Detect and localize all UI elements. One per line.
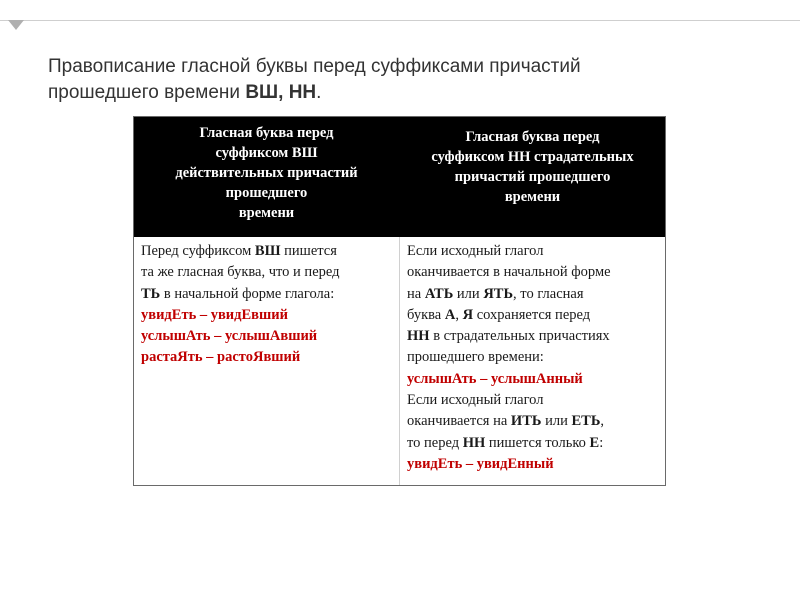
rule-line: оканчивается на ИТЬ или ЕТЬ, bbox=[407, 413, 605, 430]
example-line: увидЕть – увидЕнный bbox=[407, 455, 554, 472]
rule-line: ТЬ в начальной форме глагола: bbox=[141, 285, 335, 302]
rule-line: Если исходный глагол bbox=[407, 392, 544, 409]
rule-line: на АТЬ или ЯТЬ, то гласная bbox=[407, 285, 584, 302]
column-divider bbox=[399, 237, 400, 485]
example-line: услышАть – услышАнный bbox=[407, 370, 583, 387]
rule-line: Если исходный глагол bbox=[407, 243, 544, 259]
title-suffixes: ВШ, НН bbox=[245, 82, 317, 103]
rule-line: НН в страдательных причастиях bbox=[407, 328, 610, 345]
header-line: действительных причастий bbox=[175, 165, 358, 181]
top-decorative-line bbox=[0, 20, 800, 21]
rule-line: буква А, Я сохраняется перед bbox=[407, 306, 591, 323]
corner-decoration bbox=[8, 20, 24, 30]
header-line: суффиксом ВШ bbox=[215, 145, 318, 161]
header-line: суффиксом НН страдательных bbox=[431, 149, 634, 165]
page-title bbox=[48, 54, 688, 106]
title-text: Правописание гласной буквы перед суффиксами причастий прошедшего времени bbox=[48, 56, 581, 103]
header-line: Гласная буква перед bbox=[199, 125, 334, 141]
rule-line: Перед суффиксом ВШ пишется bbox=[141, 243, 337, 259]
rule-line: то перед НН пишется только Е: bbox=[407, 434, 604, 451]
header-line: времени bbox=[504, 189, 561, 205]
header-line: времени bbox=[238, 205, 295, 221]
header-cell-nn bbox=[400, 117, 665, 237]
title-period: . bbox=[316, 82, 322, 103]
rule-line: оканчивается в начальной форме bbox=[407, 264, 611, 281]
header-line: прошедшего bbox=[225, 185, 308, 201]
header-line: причастий прошедшего bbox=[454, 169, 611, 185]
example-line: увидЕть – увидЕвший bbox=[141, 306, 288, 323]
rules-table bbox=[133, 116, 666, 486]
rule-line: та же гласная буква, что и перед bbox=[141, 264, 340, 281]
example-line: растаЯть – растоЯвший bbox=[141, 349, 301, 366]
cell-vsh-rule bbox=[141, 241, 391, 369]
header-line: Гласная буква перед bbox=[465, 129, 600, 145]
table-header-row bbox=[134, 117, 665, 237]
example-line: услышАть – услышАвший bbox=[141, 328, 318, 345]
rule-line: прошедшего времени: bbox=[407, 349, 544, 366]
header-cell-vsh bbox=[134, 117, 399, 237]
cell-nn-rule bbox=[407, 241, 662, 475]
